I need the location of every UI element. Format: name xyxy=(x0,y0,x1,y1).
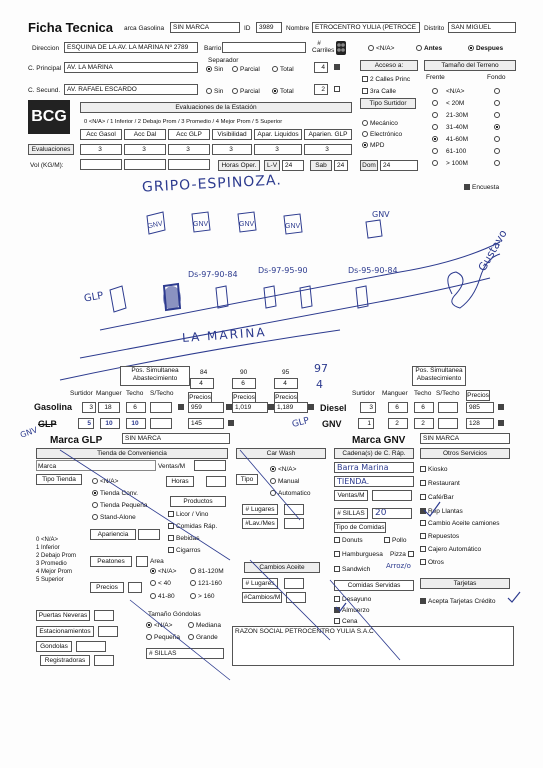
tienda-marca-label: Marca xyxy=(38,463,57,470)
tienda-option-label: <N/A> xyxy=(100,478,119,485)
total-label-2: Total xyxy=(280,88,294,95)
acepta-tarjetas-label: Acepta Tarjetas Crédito xyxy=(428,598,496,605)
carriles2-field[interactable]: 2 xyxy=(314,84,328,95)
glp-surtidor[interactable]: 5 xyxy=(78,418,94,429)
gas-precios-label-2: Precios xyxy=(233,394,255,401)
sin-label-2: Sin xyxy=(214,88,224,95)
marca-glp-label: Marca GLP xyxy=(50,435,103,446)
col-acc-dal: Acc Dal xyxy=(124,129,166,140)
area-option-label: 81-120M xyxy=(198,568,224,575)
acceso-header: Acceso a: xyxy=(360,60,418,71)
terreno-option-label: 21-30M xyxy=(446,112,469,119)
diesel-manguer[interactable]: 6 xyxy=(388,402,408,413)
gondola-option-label: Mediana xyxy=(196,622,221,629)
servida-label: Almuerzo xyxy=(342,607,370,614)
gas-price-90[interactable]: 1,019 xyxy=(232,402,268,413)
sketch-pump-label: GNV xyxy=(193,221,209,228)
overlay-check xyxy=(336,603,346,611)
terreno-option-label: 61-100 xyxy=(446,148,467,155)
handwritten-4: 4 xyxy=(316,378,323,391)
bcg-logo: BCG xyxy=(28,100,70,134)
handwritten-glp-mid: GLP xyxy=(291,415,311,431)
gnv-surtidor[interactable]: 1 xyxy=(358,418,374,429)
terreno-option-label: 31-40M xyxy=(446,124,469,131)
dom-label: Dom xyxy=(360,160,378,171)
timing-antes-label: Antes xyxy=(424,45,443,52)
total-label: Total xyxy=(280,66,294,73)
bottom-label: Puertas Neveras xyxy=(36,610,90,621)
comida-label: Sandwich xyxy=(342,566,371,573)
otros-label: Kiosko xyxy=(428,466,448,473)
marca-gnv-label: Marca GNV xyxy=(352,435,406,446)
eval-value[interactable]: 3 xyxy=(80,144,122,155)
tipo-comidas-label: Tipo de Comidas xyxy=(335,524,385,531)
handwritten-glp: GLP xyxy=(83,290,105,305)
vol-label: Vol (KG/M): xyxy=(30,162,64,169)
car-wash-lugares-label: # Lugares xyxy=(242,504,278,515)
comida-arroz-handwritten: Arroz/o xyxy=(386,562,411,570)
sillas-label: # SILLAS xyxy=(334,508,368,519)
overlay-line xyxy=(330,580,400,660)
secund-field[interactable]: AV. RAFAEL ESCARDO xyxy=(64,84,198,95)
gondolas-title: Tamaño Góndolas xyxy=(148,611,201,618)
producto-label: Bebidas xyxy=(176,535,200,542)
horas-oper-label: Horas Oper. xyxy=(218,160,260,171)
gasolina-pos-header: Pos. Simultanea Abastecimiento xyxy=(120,366,190,386)
producto-label: Comidas Ráp. xyxy=(176,523,218,530)
col-visibilidad: Visibilidad xyxy=(212,129,252,140)
distrito-label: Distrito xyxy=(424,25,445,32)
area-option-label: < 40 xyxy=(158,580,171,587)
eval-value[interactable]: 3 xyxy=(168,144,210,155)
car-wash-lav-label: #Lav./Mes xyxy=(242,518,278,529)
comida-label: Donuts xyxy=(342,537,363,544)
glp-manguer[interactable]: 10 xyxy=(100,418,120,429)
tienda-option-label: Stand-Alone xyxy=(100,514,136,521)
otros-label: Rep Llantas xyxy=(428,508,463,515)
gas-surtidor[interactable]: 3 xyxy=(82,402,96,413)
carriles-label: # Carriles xyxy=(312,40,335,54)
marca-glp-field[interactable]: SIN MARCA xyxy=(122,433,230,444)
otros-label: Otros xyxy=(428,559,444,566)
direccion-field[interactable]: ESQUINA DE LA AV. LA MARINA Nº 2789 xyxy=(64,42,198,53)
handwritten-gnv-top: GNV xyxy=(372,210,390,219)
servida-label: Desayuno xyxy=(342,596,372,603)
diesel-techo-label: Techo xyxy=(414,390,432,397)
otros-label: Café/Bar xyxy=(428,494,454,501)
tipo-tienda-label: Tipo Tienda xyxy=(36,474,82,485)
diesel-surtidor-label: Surtidor xyxy=(352,390,375,397)
evaluaciones-scale: 0 <N/A> / 1 Inferior / 2 Debajo Prom / 3 Promedio / 4 Mejor Prom / 5 Superior xyxy=(84,119,283,125)
nombre-label: Nombre xyxy=(286,25,310,32)
area-option-label: > 160 xyxy=(198,593,215,600)
scale-item: 2 Debajo Prom xyxy=(36,553,77,559)
otros-label: Cajero Automático xyxy=(428,546,482,553)
tienda-ventas-label: Ventas/M xyxy=(158,463,186,470)
car-wash-option-label: <N/A> xyxy=(278,466,297,473)
tarjetas-header: Tarjetas xyxy=(420,578,510,589)
handwritten-ds3: Ds-95-90-84 xyxy=(348,266,398,275)
overlay-line xyxy=(240,450,300,520)
area-option-label: 41-80 xyxy=(158,593,175,600)
glp-techo[interactable]: 10 xyxy=(126,418,146,429)
gas-manguer[interactable]: 18 xyxy=(98,402,120,413)
producto-label: Licor / Vino xyxy=(176,511,209,518)
overlay-line xyxy=(60,450,230,560)
scale-item: 4 Mejor Prom xyxy=(36,569,73,575)
col-acc-glp: Acc GLP xyxy=(168,129,210,140)
terreno-option-label: < 20M xyxy=(446,100,465,107)
barrio-label: Barrio xyxy=(204,45,222,52)
cambios-lugares-label: # Lugares xyxy=(242,578,278,589)
sketch-pump-label: GNV xyxy=(147,220,164,231)
razon-social-field[interactable]: RAZON SOCIAL PETROCENTRO YULIA S.A.C xyxy=(232,626,514,666)
lv-field[interactable]: 24 xyxy=(282,160,304,171)
diesel-price[interactable]: 985 xyxy=(466,402,494,413)
marca-gnv-field[interactable]: SIN MARCA xyxy=(420,433,510,444)
marca-gasolina-field[interactable]: SIN MARCA xyxy=(170,22,240,33)
scale-item: 0 <N/A> xyxy=(36,537,59,543)
eval-value[interactable]: 3 xyxy=(124,144,166,155)
scale-item: 3 Promedio xyxy=(36,561,67,567)
servida-label: Cena xyxy=(342,618,358,625)
separador-label: Separador xyxy=(208,57,239,64)
overlay-line xyxy=(130,600,230,680)
gas-price-84[interactable]: 959 xyxy=(188,402,224,413)
scale-item: 1 Inferior xyxy=(36,545,60,551)
precios-label: Precios xyxy=(90,582,124,593)
col-acc-gasol: Acc Gasol xyxy=(80,129,122,140)
mpd-label: MPD xyxy=(370,142,385,149)
gnv-row-label: GNV xyxy=(322,419,342,429)
tipo-surtidor-header: Tipo Surtidor xyxy=(360,98,416,109)
car-wash-tipo-label: Tipo xyxy=(236,474,258,485)
cadena-value-1: Barra Marina xyxy=(337,463,389,472)
otros-label: Cambio Aceite camiones xyxy=(428,520,500,527)
bottom-sillas-label: # SILLAS xyxy=(146,648,224,659)
eval-value[interactable]: 3 xyxy=(254,144,302,155)
diesel-pos-header: Pos. Simultanea Abastecimiento xyxy=(412,366,466,386)
otros-label: Restaurant xyxy=(428,480,460,487)
sab-label: Sab xyxy=(310,160,332,171)
gas-stecho-label: S/Techo xyxy=(150,390,174,397)
sketch-pump-label: GNV xyxy=(285,223,301,230)
apariencia-label: Apariencia xyxy=(90,529,136,540)
gas-techo-label: Techo xyxy=(126,390,144,397)
tienda-option-label: Tienda Pequeña xyxy=(100,502,148,509)
tres-calle-label: 3ra Calle xyxy=(370,88,397,95)
principal-label: C. Principal xyxy=(28,65,62,72)
peatones-label: Peatones xyxy=(90,556,132,567)
timing-na-label: <N/A> xyxy=(376,45,395,52)
producto-label: Cigarros xyxy=(176,547,201,554)
gas-techo[interactable]: 6 xyxy=(126,402,146,413)
gasolina-row-label: Gasolina xyxy=(34,402,73,412)
parcial-label-2: Parcial xyxy=(240,88,260,95)
diesel-manguer-label: Manguer xyxy=(382,390,408,397)
mecanico-label: Mecánico xyxy=(370,120,398,127)
otros-label: Repuestos xyxy=(428,533,460,540)
octane-90: 90 xyxy=(240,369,248,376)
frente-label: Frente xyxy=(426,74,445,81)
cambios-header: Cambios Aceite xyxy=(244,562,320,573)
handwritten-street: LA MARINA xyxy=(181,325,267,345)
terreno-option-label: 41-60M xyxy=(446,136,469,143)
car-wash-option-label: Automatico xyxy=(278,490,311,497)
comida-label: Pizza xyxy=(390,551,406,558)
principal-field[interactable]: AV. LA MARINA xyxy=(64,62,198,73)
sketch-pump-label: GNV xyxy=(239,221,255,228)
evaluaciones-row-label: Evaluaciones xyxy=(28,144,74,155)
horas-label: Horas xyxy=(166,476,194,487)
tienda-option-label: Tienda Conv. xyxy=(100,490,138,497)
gas-surtidor-label: Surtidor xyxy=(70,390,93,397)
cadena-value-2: TIENDA. xyxy=(337,477,370,486)
handwritten-ds1: Ds-97-90-84 xyxy=(188,270,238,279)
bottom-label: Estacionamientos xyxy=(36,626,94,637)
scale-item: 5 Superior xyxy=(36,577,64,583)
dos-calles-label: 2 Calles Princ xyxy=(370,76,411,83)
evaluaciones-header: Evaluaciones de la Estación xyxy=(80,102,352,113)
car-wash-option-label: Manual xyxy=(278,478,300,485)
gas-price-95[interactable]: 1,189 xyxy=(274,402,308,413)
gondola-option-label: Grande xyxy=(196,634,218,641)
octane-90-pos[interactable]: 6 xyxy=(232,378,256,389)
handwritten-ds2: Ds-97-95-90 xyxy=(258,266,308,275)
eval-value[interactable]: 3 xyxy=(304,144,352,155)
handwritten-gnv-side: GNV xyxy=(18,425,39,440)
comidas-servidas-label: Comidas Servidas xyxy=(334,580,414,591)
gas-manguer-label: Manguer xyxy=(96,390,122,397)
diesel-stecho-label: S/Techo xyxy=(436,390,460,397)
diesel-precios-label: Precios xyxy=(467,392,489,399)
overlay-check xyxy=(424,502,440,516)
area-label: Area xyxy=(150,558,164,565)
cadena-ventas-label: Ventas/M xyxy=(334,490,368,501)
carriles1-field[interactable]: 4 xyxy=(314,62,328,73)
cambios-m-label: #Cambios/M xyxy=(243,594,281,601)
overlay-line xyxy=(250,560,330,640)
tienda-header: Tienda de Conveniencia xyxy=(36,448,228,459)
parcial-label: Parcial xyxy=(240,66,260,73)
sin-label: Sin xyxy=(214,66,224,73)
overlay-check xyxy=(508,592,520,602)
eval-value[interactable]: 3 xyxy=(212,144,252,155)
area-option-label: <N/A> xyxy=(158,568,177,575)
comida-label: Hamburguesa xyxy=(342,551,383,558)
otros-header: Otros Servicios xyxy=(420,448,510,459)
sillas-value: 20 xyxy=(375,508,387,518)
terreno-option-label: <N/A> xyxy=(446,88,465,95)
fondo-label: Fondo xyxy=(487,74,506,81)
electronico-label: Electrónico xyxy=(370,131,403,138)
id-label: ID xyxy=(244,25,251,32)
gnv-price[interactable]: 128 xyxy=(466,418,494,429)
comida-label: Pollo xyxy=(392,537,407,544)
dom-field[interactable]: 24 xyxy=(380,160,418,171)
diesel-surtidor[interactable]: 3 xyxy=(360,402,376,413)
bottom-label: Registradoras xyxy=(40,655,90,666)
gas-precios-label-3: Precios xyxy=(275,394,297,401)
glp-row-label: GLP xyxy=(38,419,57,429)
marca-gasolina-label: arca Gasolina xyxy=(124,25,165,32)
lv-label: L-V xyxy=(264,160,280,171)
col-apar-liquidos: Apar. Liquidos xyxy=(254,129,302,140)
sab-field[interactable]: 24 xyxy=(334,160,348,171)
octane-95-pos[interactable]: 4 xyxy=(274,378,298,389)
octane-84-pos[interactable]: 4 xyxy=(190,378,214,389)
terreno-header: Tamaño del Terreno xyxy=(424,60,516,71)
octane-84: 84 xyxy=(200,369,208,376)
cadena-header: Cadena(s) de C. Ráp. xyxy=(334,448,414,459)
diesel-techo[interactable]: 6 xyxy=(414,402,434,413)
handwritten-owner: GRIPO-ESPINOZA. xyxy=(141,172,283,196)
bottom-label: Gondolas xyxy=(36,641,72,652)
secund-label: C. Secund. xyxy=(28,87,61,94)
id-field[interactable]: 3989 xyxy=(256,22,282,33)
area-option-label: 121-160 xyxy=(198,580,222,587)
distrito-field[interactable]: SAN MIGUEL xyxy=(448,22,516,33)
nombre-field[interactable]: ETROCENTRO YULIA (PETROCE xyxy=(312,22,420,33)
gas-precios-label-1: Precios xyxy=(189,394,211,401)
diesel-row-label: Diesel xyxy=(320,403,347,413)
glp-price[interactable]: 145 xyxy=(188,418,224,429)
direccion-label: Direccion xyxy=(32,45,60,52)
octane-95: 95 xyxy=(282,369,290,376)
gnv-manguer[interactable]: 2 xyxy=(388,418,408,429)
gondola-option-label: <N/A> xyxy=(154,622,173,629)
col-aparien-glp: Aparien. GLP xyxy=(304,129,352,140)
timing-despues-label: Despues xyxy=(476,45,504,52)
gnv-techo[interactable]: 2 xyxy=(414,418,434,429)
handwritten-97: 97 xyxy=(314,362,328,375)
terreno-option-label: > 100M xyxy=(446,160,468,167)
encuesta-label: Encuesta xyxy=(472,184,500,191)
handwritten-signature: Gustavo xyxy=(475,227,510,274)
productos-header: Productos xyxy=(170,496,226,507)
page-title: Ficha Tecnica xyxy=(28,20,114,35)
gondola-option-label: Pequeña xyxy=(154,634,181,641)
car-wash-header: Car Wash xyxy=(236,448,326,459)
